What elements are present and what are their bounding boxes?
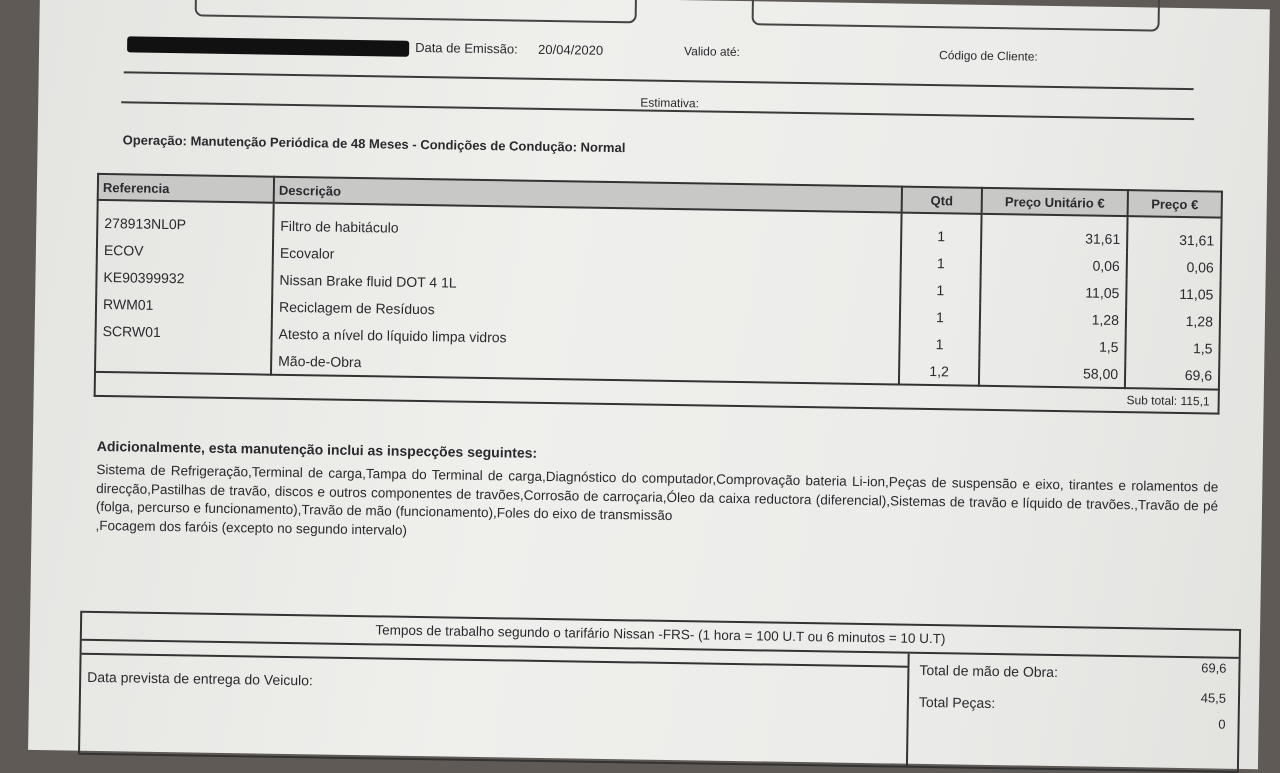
divider-top bbox=[124, 71, 1194, 90]
cell-qtd: 1,2 bbox=[899, 357, 979, 386]
cell-price: 1,5 bbox=[1125, 333, 1219, 361]
valido-label: Valido até: bbox=[684, 44, 741, 60]
summary-box bbox=[78, 611, 1241, 773]
cell-unit: 11,05 bbox=[980, 277, 1126, 306]
cell-desc: Ecovalor bbox=[273, 239, 901, 276]
emissao-label: Data de Emissão: bbox=[415, 39, 518, 57]
cell-unit: 0,06 bbox=[981, 250, 1127, 279]
cell-ref: RWM01 bbox=[96, 290, 272, 320]
tempos-banner: Tempos de trabalho segundo o tarifário Nissan -FRS- (1 hora = 100 U.T ou 6 minutos = 10 U.T) bbox=[82, 613, 1239, 659]
cell-ref: SCRW01 bbox=[95, 317, 271, 347]
top-right-box bbox=[752, 0, 1161, 32]
cell-desc: Reciclagem de Resíduos bbox=[272, 293, 900, 330]
emissao-value: 20/04/2020 bbox=[538, 41, 604, 58]
total-mao-label: Total de mão de Obra: bbox=[919, 661, 1059, 681]
estimativa-label: Estimativa: bbox=[640, 95, 700, 111]
redacted-name bbox=[127, 36, 409, 56]
total-mao-value: 69,6 bbox=[1201, 660, 1227, 676]
cell-ref: 278913NL0P bbox=[97, 200, 274, 239]
cell-price: 11,05 bbox=[1126, 279, 1220, 307]
header-desc: Descrição bbox=[274, 177, 902, 213]
subtotal: Sub total: 115,1 bbox=[95, 372, 1219, 414]
inspections-list-end: ,Focagem dos faróis (excepto no segundo intervalo) bbox=[95, 517, 408, 538]
header-qtd: Qtd bbox=[902, 187, 982, 214]
top-left-box bbox=[195, 0, 638, 23]
header-unit-price: Preço Unitário € bbox=[982, 188, 1128, 216]
summary-divider bbox=[906, 654, 910, 766]
items-table bbox=[94, 173, 1223, 415]
cell-qtd: 1 bbox=[901, 213, 982, 250]
cell-unit: 31,61 bbox=[981, 214, 1128, 252]
third-total-value: 0 bbox=[1218, 716, 1226, 732]
cell-qtd: 1 bbox=[900, 276, 980, 304]
cell-desc: Atesto a nível do líquido limpa vidros bbox=[271, 320, 899, 357]
operation-title: Operação: Manutenção Periódica de 48 Meses - Condições de Condução: Normal bbox=[122, 132, 626, 156]
cell-qtd: 1 bbox=[899, 330, 979, 358]
cell-price: 69,6 bbox=[1125, 360, 1219, 389]
cliente-label: Código de Cliente: bbox=[938, 48, 1038, 64]
cell-ref: KE90399932 bbox=[96, 263, 272, 293]
cell-desc: Mão-de-Obra bbox=[271, 347, 899, 385]
cell-unit: 58,00 bbox=[979, 358, 1125, 388]
inspections-text bbox=[95, 461, 1218, 553]
header-price: Preço € bbox=[1128, 190, 1222, 217]
total-pecas-value: 45,5 bbox=[1200, 690, 1227, 706]
entrega-label: Data prevista de entrega do Veiculo: bbox=[87, 668, 314, 689]
summary-hdivider bbox=[82, 653, 908, 668]
cell-unit: 1,28 bbox=[980, 304, 1126, 333]
cell-price: 0,06 bbox=[1127, 252, 1221, 280]
total-pecas-label: Total Peças: bbox=[918, 693, 996, 712]
cell-desc: Filtro de habitáculo bbox=[273, 203, 901, 249]
cell-ref: ECOV bbox=[97, 236, 273, 266]
cell-price: 31,61 bbox=[1127, 216, 1222, 253]
document-page bbox=[28, 0, 1270, 769]
cell-ref bbox=[95, 344, 271, 375]
cell-qtd: 1 bbox=[901, 249, 981, 277]
header-ref: Referencia bbox=[98, 174, 274, 203]
cell-price: 1,28 bbox=[1126, 306, 1220, 334]
cell-unit: 1,5 bbox=[979, 331, 1125, 360]
cell-qtd: 1 bbox=[900, 303, 980, 331]
cell-desc: Nissan Brake fluid DOT 4 1L bbox=[272, 266, 900, 303]
inspections-heading: Adicionalmente, esta manutenção inclui as inspecções seguintes: bbox=[96, 437, 538, 461]
inspections-list: Sistema de Refrigeração,Terminal de carga,Tampa do Terminal de carga,Diagnóstico do computador,Comprovação bateria Li-ion,Peças de suspensão e eixo, tirantes e rolamentos de direcção,Pastilhas de travão, discos e outros componentes de travões,Corrosão de carroçaria,Óleo da caixa reductora (diferencial),Sistemas de travão e líquido de travões.,Travão de pé (folga, percurso e funcionamento),Travão de mão (funcionamento),Foles do eixo de transmissão bbox=[95, 461, 1219, 523]
